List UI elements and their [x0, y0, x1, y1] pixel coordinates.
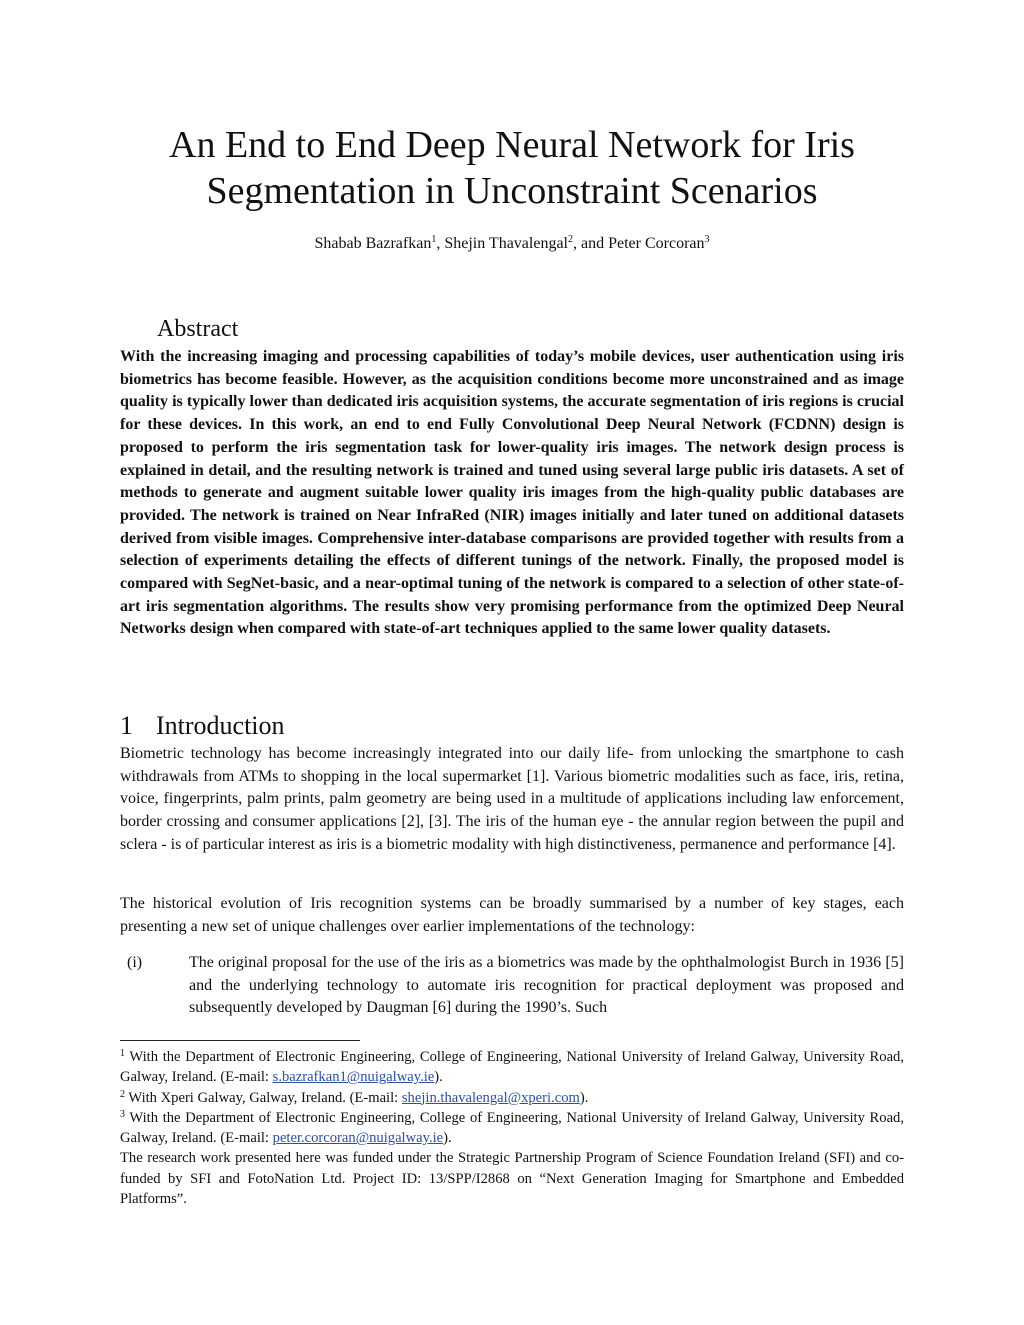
- list-item-text: The original proposal for the use of the iris as a biometrics was made by the ophthalmologist Burch in 1936 [5] and the underlying technology to automate iris recognition for practical deployment was proposed and subsequently developed by Daugman [6] during the 1990’s. Such: [189, 954, 904, 1017]
- author-affiliation-mark: 3: [704, 234, 710, 245]
- section-number: 1: [120, 711, 133, 740]
- footnote-text: With Xperi Galway, Galway, Ireland. (E-mail:: [125, 1089, 402, 1106]
- footnote-mark: 1: [120, 1048, 125, 1059]
- footnote-2: [120, 1088, 904, 1108]
- list-item-marker: (i): [127, 954, 143, 971]
- author-list: [100, 233, 924, 255]
- abstract-text: With the increasing imaging and processing capabilities of today’s mobile devices, user authentication using iris biometrics has become feasible. However, as the acquisition conditions become more unconstrained and as image quality is typically lower than dedicated iris acquisition systems, the accurate segmentation of iris regions is crucial for these devices. In this work, an end to end Fully Convolutional Deep Neural Network (FCDNN) design is proposed to perform the iris segmentation task for lower-quality iris images. The network design process is explained in detail, and the resulting network is trained and tuned using several large public iris datasets. A set of methods to generate and augment suitable lower quality iris images from the high-quality public databases are provided. The network is trained on Near InfraRed (NIR) images initially and later tuned on additional datasets derived from visible images. Comprehensive inter-database comparisons are provided together with results from a selection of experiments detailing the effects of different tunings of the network. Finally, the proposed model is compared with SegNet-basic, and a near-optimal tuning of the network is compared to a selection of other state-of-art iris segmentation algorithms. The results show very promising performance from the optimized Deep Neural Networks design when compared with state-of-art techniques applied to the same lower quality datasets.: [120, 348, 904, 638]
- footnote-text-end: ).: [434, 1069, 443, 1086]
- author-separator: ,: [436, 235, 445, 252]
- email-link[interactable]: shejin.thavalengal@xperi.com: [401, 1089, 580, 1106]
- footnote-text-end: ).: [443, 1130, 452, 1147]
- section-heading-introduction: [120, 711, 285, 741]
- email-link[interactable]: peter.corcoran@nuigalway.ie: [272, 1130, 444, 1147]
- footnotes: [120, 1047, 904, 1209]
- footnote-mark: 2: [120, 1088, 125, 1100]
- author-name: Shabab Bazrafkan: [314, 235, 432, 252]
- footnote-1: [120, 1047, 904, 1088]
- title-line-2: Segmentation in Unconstraint Scenarios: [206, 170, 818, 212]
- author-name: Shejin Thavalengal: [444, 235, 568, 252]
- footnote-text-end: ).: [579, 1089, 589, 1106]
- footnote-text: With the Department of Electronic Engineering, College of Engineering, National University of Ireland Galway, University Road, Galway, Ireland. (E-mail:: [120, 1049, 904, 1086]
- section-title: Introduction: [156, 711, 285, 740]
- intro-paragraph-1: Biometric technology has become increasingly integrated into our daily life- from unlocking the smartphone to cash withdrawals from ATMs to shopping in the local supermarket [1]. Various biometric modalities such as face, iris, retina, voice, fingerprints, palm prints, palm geometry are being used in a multitude of applications including law enforcement, border crossing and consumer applications [2], [3]. The iris of the human eye - the annular region between the pupil and sclera - is of particular interest as iris is a biometric modality with high distinctiveness, permanence and performance [4].: [120, 745, 904, 853]
- footnote-mark: 3: [120, 1108, 125, 1120]
- footnote-divider: [120, 1040, 360, 1041]
- intro-paragraph-2: The historical evolution of Iris recognition systems can be broadly summarised by a number of key stages, each presenting a new set of unique challenges over earlier implementations of the technology:: [120, 895, 904, 935]
- funding-note: The research work presented here was funded under the Strategic Partnership Program of Science Foundation Ireland (SFI) and co-funded by SFI and FotoNation Ltd. Project ID: 13/SPP/I2868 on “Next Generation Imaging for Smartphone and Embedded Platforms”.: [120, 1150, 904, 1208]
- footnote-3: [120, 1108, 904, 1149]
- title-line-1: An End to End Deep Neural Network for Iris: [169, 124, 855, 166]
- author-separator: , and: [573, 235, 609, 252]
- author-name: Peter Corcoran: [608, 235, 705, 252]
- abstract-heading: Abstract: [157, 316, 239, 342]
- footnote-text: With the Department of Electronic Engineering, College of Engineering, National University of Ireland Galway, University Road, Galway, Ireland. (E-mail:: [120, 1109, 904, 1147]
- author-affiliation-mark: 1: [431, 234, 437, 245]
- paper-title: [100, 122, 924, 214]
- author-affiliation-mark: 2: [568, 234, 573, 245]
- email-link[interactable]: s.bazrafkan1@nuigalway.ie: [272, 1069, 435, 1086]
